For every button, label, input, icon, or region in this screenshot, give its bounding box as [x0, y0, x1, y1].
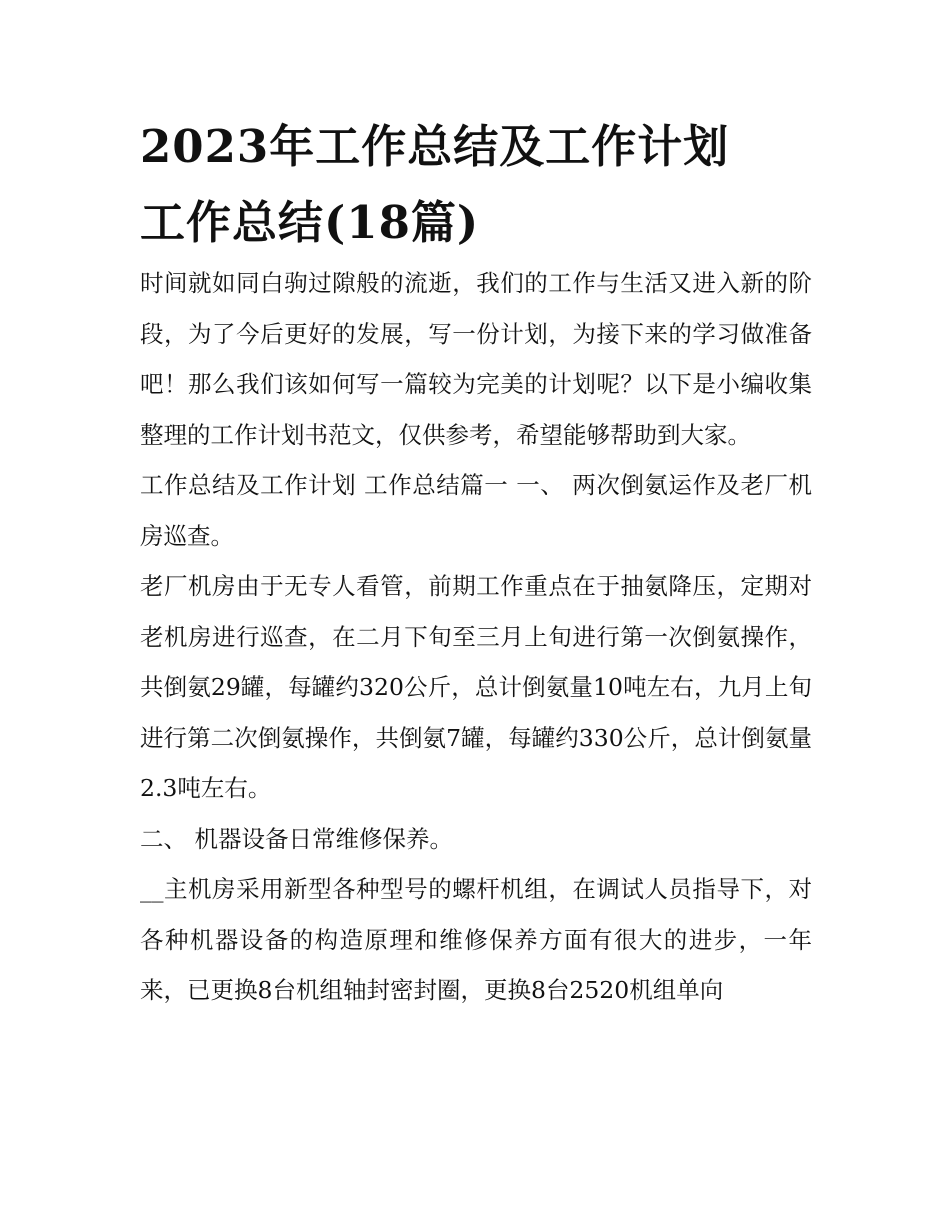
document-page	[140, 118, 812, 1016]
paragraph-ammonia-transfer: 老厂机房由于无专人看管，前期工作重点在于抽氨降压，定期对老机房进行巡查，在二月下旬至三月上旬进行第一次倒氨操作，共倒氨29罐，每罐约320公斤，总计倒氨量10吨左右，九月上旬进行第二次倒氨操作，共倒氨7罐，每罐约330公斤，总计倒氨量2.3吨左右。	[140, 572, 812, 802]
title-line-1: 2023年工作总结及工作计划	[140, 120, 730, 173]
paragraph-section-heading-1: 工作总结及工作计划 工作总结篇一 一、 两次倒氨运作及老厂机房巡查。	[140, 471, 812, 550]
paragraph-maintenance: __主机房采用新型各种型号的螺杆机组，在调试人员指导下，对各种机器设备的构造原理和维修保养方面有很大的进步，一年来，已更换8台机组轴封密封圈，更换8台2520机组单向	[140, 875, 812, 1004]
document-title	[140, 118, 812, 252]
paragraph-intro: 时间就如同白驹过隙般的流逝，我们的工作与生活又进入新的阶段，为了今后更好的发展，写一份计划，为接下来的学习做准备吧！那么我们该如何写一篇较为完美的计划呢？以下是小编收集整理的工作计划书范文，仅供参考，希望能够帮助到大家。	[140, 269, 812, 449]
title-line-2: 工作总结(18篇)	[140, 196, 480, 249]
paragraph-section-heading-2: 二、 机器设备日常维修保养。	[140, 824, 453, 853]
